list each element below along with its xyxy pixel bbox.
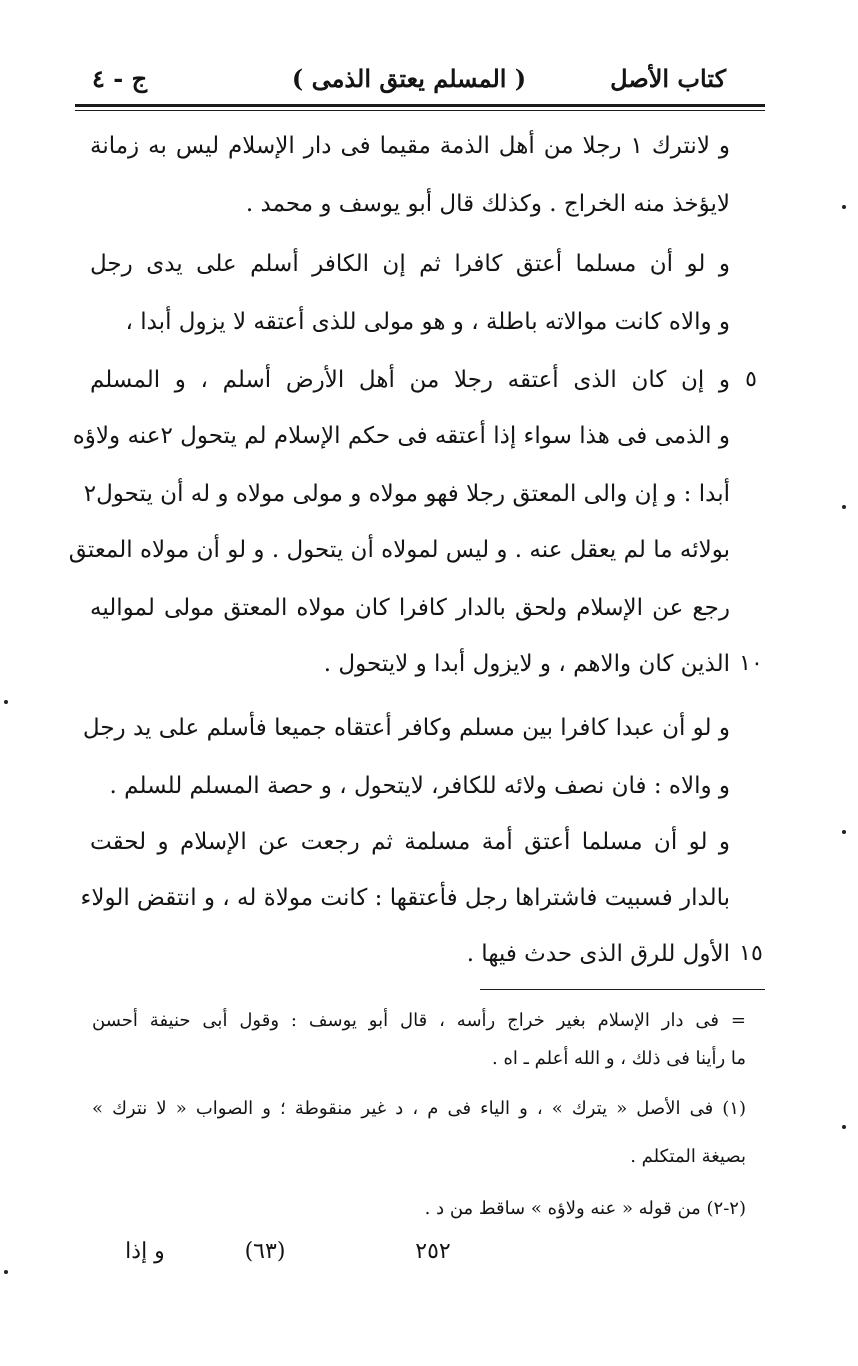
chapter-title: ( المسلم يعتق الذمى ) — [291, 63, 527, 93]
text-line: و لو أن مسلما أعتق كافرا ثم إن الكافر أسلم على يدى رجل — [90, 251, 730, 277]
text-line: و لو أن مسلما أعتق أمة مسلمة ثم رجعت عن الإسلام و لحقت — [90, 829, 730, 855]
volume-label: ج - ٤ — [92, 63, 148, 93]
text-line: و إن كان الذى أعتقه رجلا من أهل الأرض أسلم ، و المسلم — [90, 367, 730, 393]
catchword: و إذا — [125, 1239, 165, 1264]
footnote-line: ما رأينا فى ذلك ، و الله أعلم ـ اه . — [492, 1048, 746, 1069]
scan-speck — [842, 205, 846, 209]
line-number: ١٥ — [739, 941, 763, 966]
footnote-line: (١) فى الأصل « يترك » ، و الياء فى م ، د غير منقوطة ؛ و الصواب « لا نترك » — [92, 1098, 746, 1119]
text-line: و لو أن عبدا كافرا بين مسلم وكافر أعتقاه جميعا فأسلم على يد رجل — [82, 715, 730, 741]
scan-speck — [4, 1270, 8, 1274]
text-line: و والاه كانت موالاته باطلة ، و هو مولى للذى أعتقه لا يزول أبدا ، — [125, 309, 730, 335]
header-rule-thin — [75, 110, 765, 111]
footnote-line: بصيغة المتكلم . — [630, 1146, 746, 1167]
line-number: ٥ — [745, 367, 757, 392]
footnote-rule — [480, 989, 765, 990]
text-line: و الذمى فى هذا سواء إذا أعتقه فى حكم الإسلام لم يتحول ٢عنه ولاؤه — [72, 423, 730, 449]
page-number: ٢٥٢ — [415, 1239, 451, 1264]
text-line: بالدار فسبيت فاشتراها رجل فأعتقها : كانت مولاة له ، و انتقض الولاء — [80, 885, 730, 911]
text-line: و والاه : فان نصف ولائه للكافر، لايتحول ، و حصة المسلم للسلم . — [109, 773, 730, 799]
scan-speck — [842, 505, 846, 509]
text-line: و لانترك ١ رجلا من أهل الذمة مقيما فى دار الإسلام ليس به زمانة — [90, 133, 731, 159]
footnote-line: (٢-٢) من قوله « عنه ولاؤه » ساقط من د . — [424, 1198, 746, 1219]
text-line: بولائه ما لم يعقل عنه . و ليس لمولاه أن يتحول . و لو أن مولاه المعتق — [68, 537, 730, 563]
text-line: الذين كان والاهم ، و لايزول أبدا و لايتحول . — [323, 651, 730, 677]
text-line: أبدا : و إن والى المعتق رجلا فهو مولاه و مولى مولاه و له أن يتحول٢ — [83, 481, 730, 507]
scan-speck — [4, 700, 8, 704]
scan-speck — [842, 830, 846, 834]
text-line: الأول للرق الذى حدث فيها . — [466, 941, 730, 967]
header-rule-thick — [75, 104, 765, 107]
sheet-number: (٦٣) — [244, 1239, 286, 1264]
line-number: ١٠ — [739, 651, 763, 676]
running-header — [92, 58, 726, 98]
scan-speck — [842, 1125, 846, 1129]
footnote-line: = فى دار الإسلام بغير خراج رأسه ، قال أبو يوسف : وقول أبى حنيفة أحسن — [92, 1010, 746, 1031]
text-line: لايؤخذ منه الخراج . وكذلك قال أبو يوسف و محمد . — [245, 191, 730, 217]
book-title: كتاب الأصل — [610, 63, 726, 93]
text-line: رجع عن الإسلام ولحق بالدار كافرا كان مولاه المعتق مولى لمواليه — [90, 595, 730, 621]
